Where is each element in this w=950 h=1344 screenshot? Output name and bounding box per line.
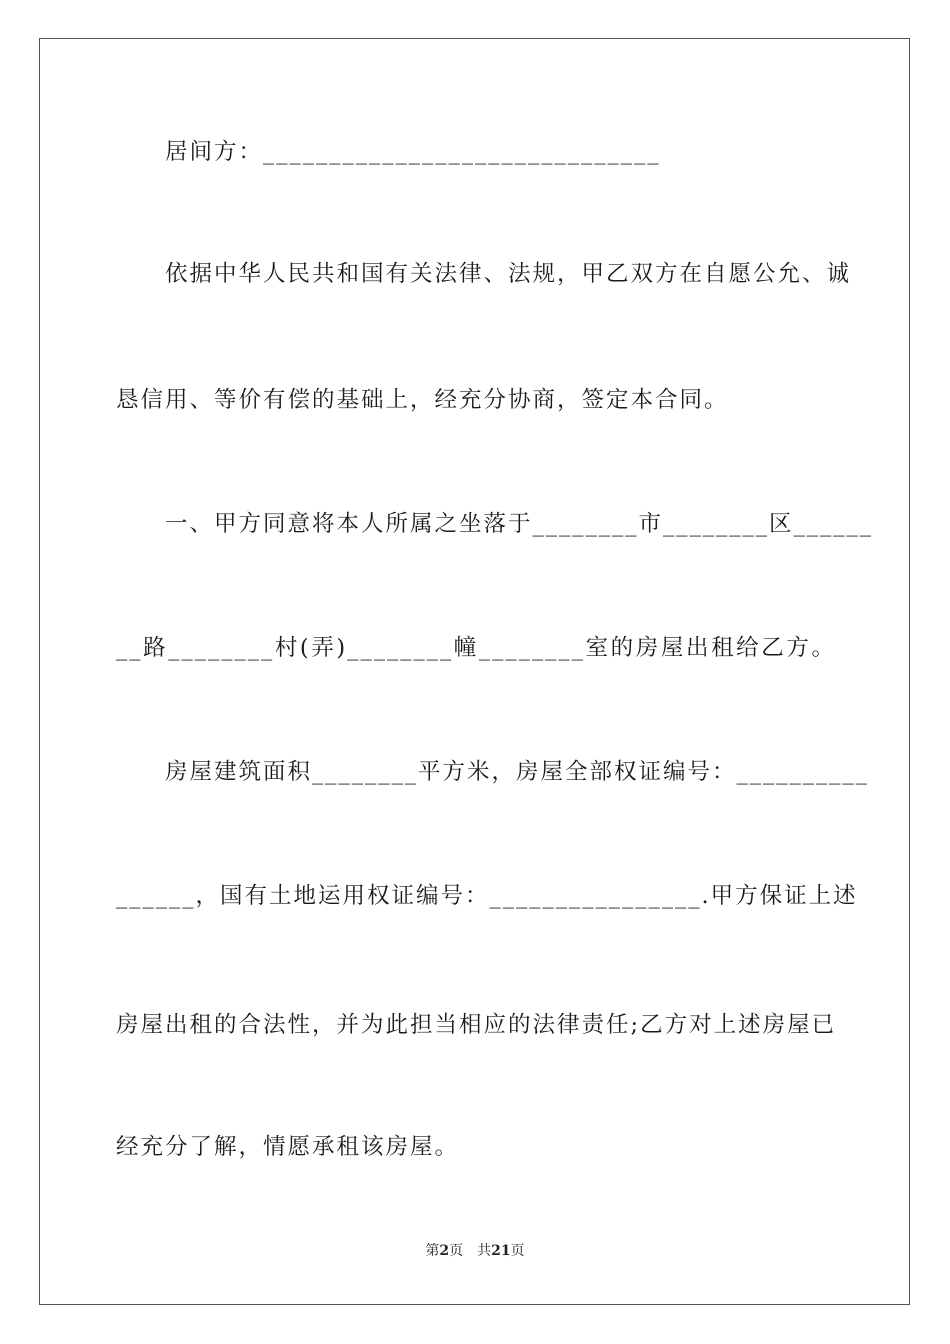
area-line-1: 房屋建筑面积________平方米，房屋全部权证编号：__________ [165, 759, 870, 785]
intermediary-line: 居间方：______________________________ [165, 139, 661, 165]
footer-page-suffix: 页 [449, 1243, 464, 1259]
clause-one-line-1: 一、甲方同意将本人所属之坐落于________市________区______ [165, 511, 874, 537]
footer-total-pages: 21 [491, 1243, 511, 1259]
footer-total-prefix: 共 [477, 1243, 492, 1259]
area-line-4: 经充分了解，情愿承租该房屋。 [116, 1134, 460, 1160]
footer-total-suffix: 页 [510, 1243, 525, 1259]
area-line-3: 房屋出租的合法性，并为此担当相应的法律责任;乙方对上述房屋已 [116, 1012, 837, 1038]
paragraph-basis-line-1: 依据中华人民共和国有关法律、法规，甲乙双方在自愿公允、诚 [165, 261, 852, 287]
page-footer [0, 1242, 950, 1260]
paragraph-basis-line-2: 恳信用、等价有偿的基础上，经充分协商，签定本合同。 [116, 387, 729, 413]
footer-page-number: 2 [439, 1243, 450, 1259]
area-line-2: ______，国有土地运用权证编号：________________.甲方保证上述 [116, 883, 858, 909]
footer-page-prefix: 第 [425, 1243, 440, 1259]
page-frame [39, 38, 910, 1305]
clause-one-line-2: __路________村(弄)________幢________室的房屋出租给乙方。 [116, 635, 836, 661]
